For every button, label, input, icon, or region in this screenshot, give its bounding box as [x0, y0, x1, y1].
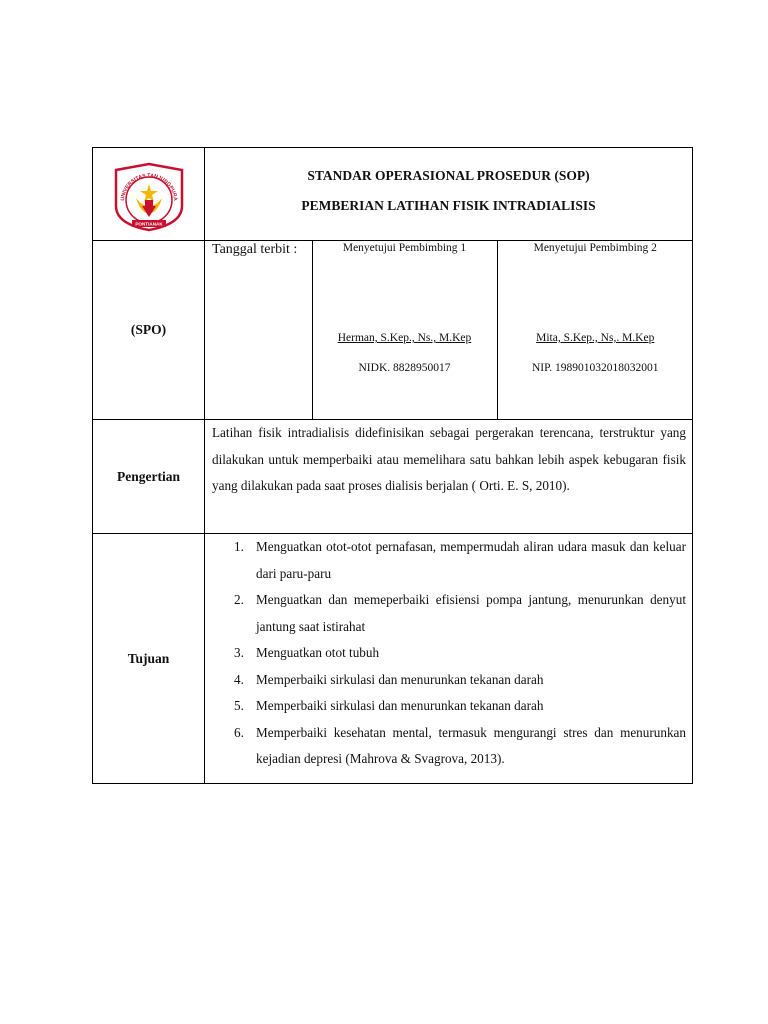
- spo-content: [205, 241, 693, 420]
- sop-table: [92, 147, 693, 784]
- approver-1-name: Herman, S.Kep., Ns., M.Kep: [337, 332, 472, 344]
- university-logo: [112, 162, 186, 232]
- list-item-text: Menguatkan dan memeperbaiki efisiensi pompa jantung, menurunkan denyut jantung saat istirahat: [256, 592, 686, 634]
- header-row: [93, 148, 693, 241]
- title-cell: [205, 148, 693, 241]
- pengertian-text: Latihan fisik intradialisis didefinisikan sebagai pergerakan terencana, terstruktur yang dilakukan untuk memperbaiki atau memelihara satu bahkan lebih aspek kebugaran fisik yang dilakukan pada saat proses dialisis berjalan ( Orti. E. S, 2010).: [205, 420, 693, 534]
- list-item-number: 1.: [234, 539, 244, 554]
- list-item: [205, 693, 692, 720]
- approver-1-heading: Menyetujui Pembimbing 1: [342, 242, 467, 254]
- pengertian-label: Pengertian: [93, 420, 205, 534]
- document-subtitle: PEMBERIAN LATIHAN FISIK INTRADIALISIS: [301, 198, 596, 213]
- list-item-text: Memperbaiki sirkulasi dan menurunkan tekanan darah: [256, 671, 544, 687]
- list-item: [205, 720, 692, 773]
- list-item-text: Menguatkan otot-otot pernafasan, mempermudah aliran udara masuk dan keluar dari paru-paru: [256, 539, 686, 581]
- tanggal-terbit-label: Tanggal terbit :: [212, 242, 298, 257]
- list-item-text: Menguatkan otot tubuh: [256, 645, 380, 660]
- approver-2-name: Mita, S.Kep., Ns,. M.Kep: [536, 332, 655, 344]
- spo-row: [93, 241, 693, 420]
- pengertian-row: [93, 420, 693, 534]
- list-item-number: 5.: [234, 698, 244, 713]
- approver-2-id: NIP. 198901032018032001: [531, 362, 659, 374]
- tujuan-row: [93, 534, 693, 784]
- list-item-number: 3.: [234, 645, 244, 660]
- list-item: [205, 534, 692, 587]
- list-item: [205, 667, 692, 694]
- approver-2-heading: Menyetujui Pembimbing 2: [533, 242, 657, 254]
- tujuan-content: [205, 534, 693, 784]
- list-item-number: 6.: [234, 724, 244, 740]
- document-title: STANDAR OPERASIONAL PROSEDUR (SOP): [307, 168, 590, 183]
- list-item-number: 2.: [234, 592, 244, 607]
- approver-2: [497, 241, 693, 419]
- spo-label: (SPO): [93, 241, 205, 420]
- approver-1-id: NIDK. 8828950017: [358, 362, 451, 374]
- list-item: [205, 587, 692, 640]
- logo-text-top: UNIVERSITAS TANJUNGPURA: [119, 172, 178, 202]
- tujuan-list: [205, 534, 692, 773]
- logo-cell: [93, 148, 205, 241]
- approver-1: [312, 241, 497, 419]
- logo-text-bottom: PONTIANAK: [134, 221, 163, 227]
- list-item: [205, 640, 692, 667]
- list-item-text: Memperbaiki kesehatan mental, termasuk mengurangi stres dan menurunkan kejadian depresi (Mahrova & Svagrova, 2013).: [256, 724, 686, 766]
- approval-table: [205, 241, 693, 419]
- tujuan-label: Tujuan: [93, 534, 205, 784]
- tanggal-terbit-cell: [205, 241, 312, 419]
- list-item-number: 4.: [234, 671, 244, 687]
- list-item-text: Memperbaiki sirkulasi dan menurunkan tekanan darah: [256, 698, 544, 713]
